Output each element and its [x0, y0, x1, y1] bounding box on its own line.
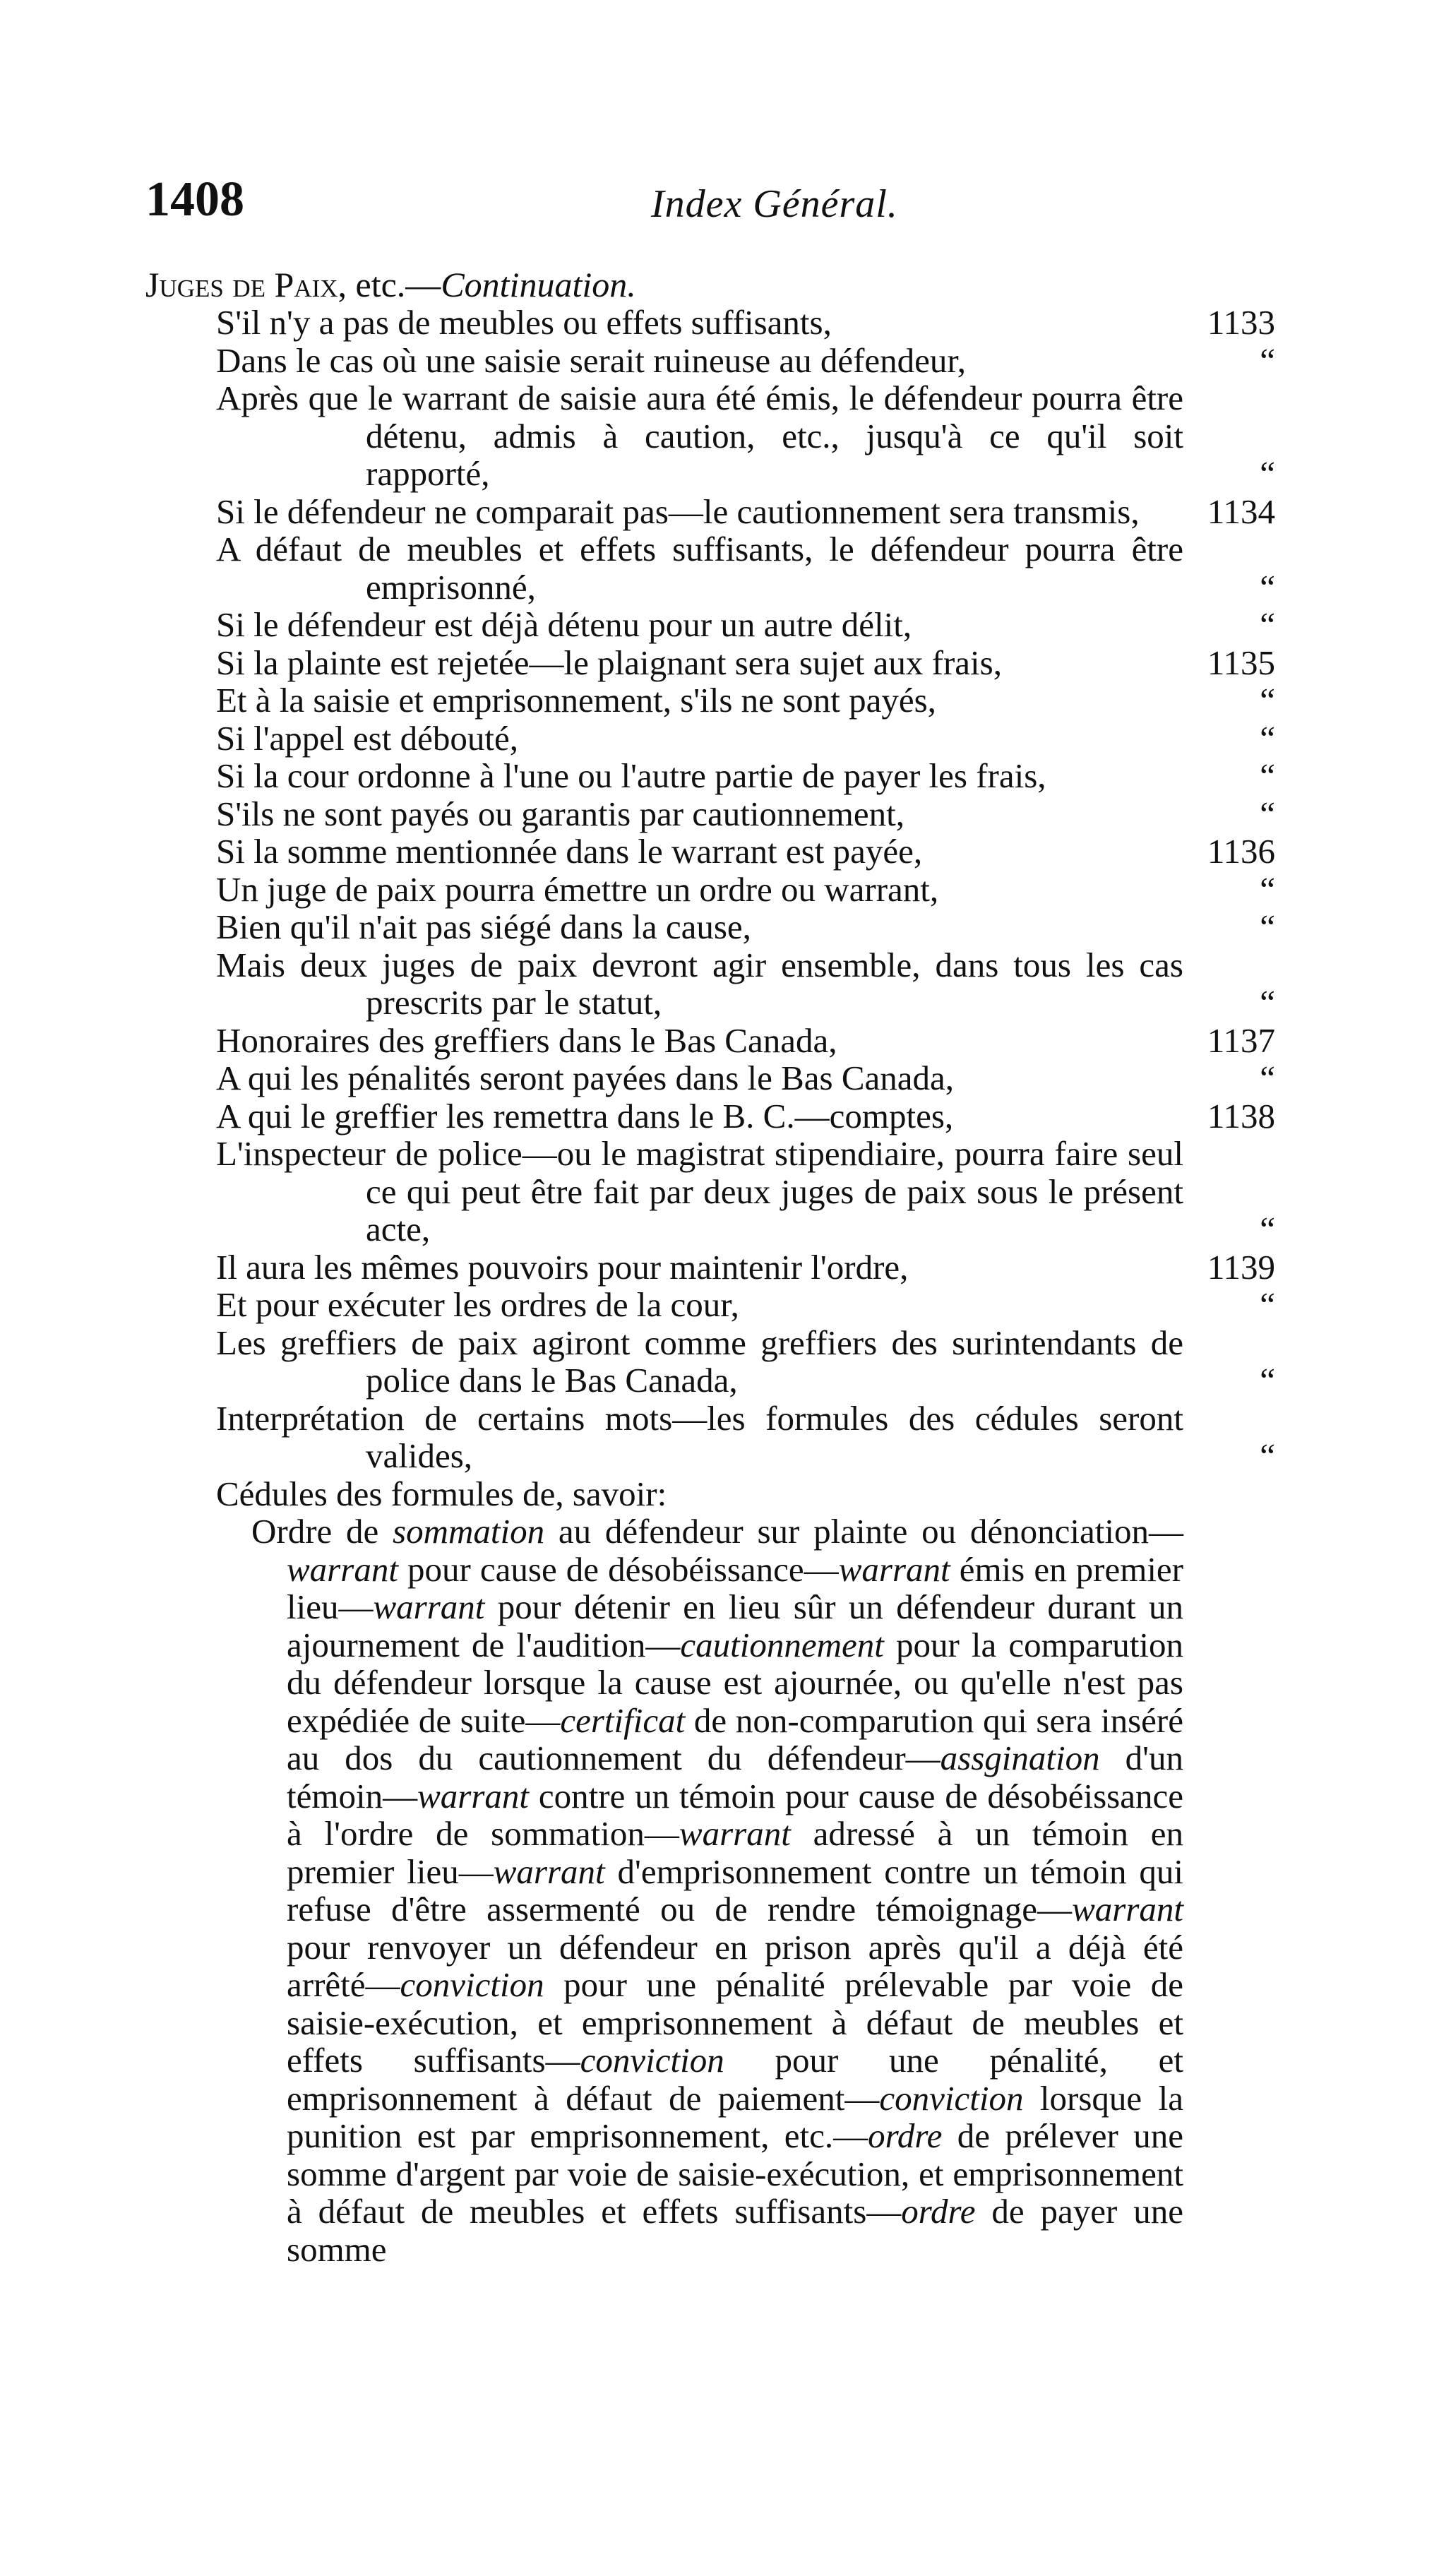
index-entry-page-ref: 1135: [1207, 643, 1275, 682]
index-entry: [145, 379, 1275, 493]
index-entry-page-ref: “: [1260, 567, 1275, 607]
cedule-text-segment: contre un témoin pour cause de désobéissance à l'ordre de sommation—: [287, 1776, 1183, 1853]
index-entry-text: Dans le cas où une saisie serait ruineuse au défendeur,: [216, 340, 967, 380]
index-entry: [145, 1286, 1275, 1324]
index-entry-text: Si la somme mentionnée dans le warrant est payée,: [216, 832, 923, 871]
index-entry-text: Et pour exécuter les ordres de la cour,: [216, 1285, 739, 1324]
cedule-text-segment: au défendeur sur plainte ou dénonciation—: [544, 1512, 1183, 1551]
section-heading-continuation: Continuation.: [441, 265, 636, 304]
cedule-form-name: cautionnement: [680, 1625, 884, 1664]
index-entry-text: S'ils ne sont payés ou garantis par cautionnement,: [216, 794, 904, 833]
index-entry-text: Si l'appel est débouté,: [216, 718, 518, 758]
cedule-form-name: warrant: [373, 1587, 485, 1626]
index-entry-text: Il aura les mêmes pouvoirs pour maintenir l'ordre,: [216, 1247, 909, 1287]
cedules-paragraph: [145, 1513, 1275, 2268]
cedule-form-name: warrant: [287, 1549, 398, 1589]
index-entry-page-ref: “: [1260, 756, 1275, 795]
index-entry: [145, 644, 1275, 682]
page-number: 1408: [145, 172, 244, 227]
index-entry-text: A qui le greffier les remettra dans le B. C.—comptes,: [216, 1096, 954, 1135]
cedule-form-name: assgination: [940, 1739, 1100, 1777]
cedule-form-name: ordre: [901, 2192, 976, 2231]
index-entry-text: Les greffiers de paix agiront comme greffiers des surintendants de police dans le Bas Canada,: [216, 1323, 1183, 1400]
index-entry: [145, 757, 1275, 795]
index-entry: [145, 946, 1275, 1022]
index-entry-page-ref: 1138: [1207, 1096, 1275, 1135]
index-entry: [145, 342, 1275, 380]
index-entry-page-ref: 1133: [1207, 303, 1275, 342]
section-heading-rest: , etc.—: [338, 265, 441, 304]
index-entry-page-ref: “: [1260, 869, 1275, 909]
cedule-form-name: ordre: [868, 2116, 943, 2155]
cedules-paragraph-text: [251, 1513, 1183, 2268]
index-entry-page-ref: “: [1260, 340, 1275, 380]
cedule-text-segment: de prélever une somme d'argent par voie de saisie-exécution, et emprisonnement à défaut de meubles et effets suffisants—: [287, 2116, 1183, 2231]
index-entry-page-ref: “: [1260, 454, 1275, 493]
index-entry-page-ref: “: [1260, 1361, 1275, 1400]
index-entry-text: Mais deux juges de paix devront agir ensemble, dans tous les cas prescrits par le statut,: [216, 945, 1183, 1022]
index-entry: [145, 1324, 1275, 1400]
cedule-form-name: warrant: [679, 1814, 791, 1853]
cedule-text-segment: Ordre de: [251, 1512, 393, 1551]
cedule-text-segment: lorsque la punition est par emprisonnement, etc.—: [287, 2078, 1183, 2155]
index-entry-page-ref: “: [1260, 983, 1275, 1022]
cedule-form-name: warrant: [417, 1776, 530, 1815]
cedule-text-segment: pour une pénalité, et emprisonnement à défaut de paiement—: [287, 2041, 1183, 2118]
index-entry-text: A défaut de meubles et effets suffisants, le défendeur pourra être emprisonné,: [216, 530, 1183, 607]
cedule-text-segment: pour la comparution du défendeur lorsque la cause est ajournée, ou qu'elle n'est pas expédiée de suite—: [287, 1625, 1184, 1740]
cedule-form-name: conviction: [879, 2078, 1024, 2118]
index-entry-text: Si le défendeur ne comparait pas—le cautionnement sera transmis,: [216, 491, 1140, 531]
index-entry-text: S'il n'y a pas de meubles ou effets suffisants,: [216, 303, 832, 342]
index-entry-list: [145, 304, 1275, 1475]
index-content: [145, 266, 1275, 2268]
index-entry-page-ref: 1134: [1207, 491, 1275, 531]
cedule-form-name: warrant: [493, 1852, 605, 1891]
index-entry-page-ref: 1139: [1207, 1247, 1275, 1287]
index-entry-page-ref: “: [1260, 794, 1275, 833]
index-entry-page-ref: 1137: [1207, 1020, 1275, 1060]
running-title: Index Général.: [651, 182, 898, 226]
index-entry-text: Si la cour ordonne à l'une ou l'autre partie de payer les frais,: [216, 756, 1046, 795]
index-entry: [145, 530, 1275, 606]
index-entry: [145, 493, 1275, 531]
index-entry-text: Et à la saisie et emprisonnement, s'ils ne sont payés,: [216, 681, 936, 720]
cedule-form-name: warrant: [838, 1549, 950, 1589]
cedule-text-segment: pour détenir en lieu sûr un défendeur durant un ajournement de l'audition—: [287, 1587, 1183, 1664]
cedule-form-name: warrant: [1072, 1890, 1183, 1928]
index-entry: [145, 1135, 1275, 1248]
index-entry-page-ref: “: [1260, 1436, 1275, 1475]
cedule-form-name: certificat: [560, 1700, 686, 1740]
section-heading-name: Juges de Paix: [145, 265, 338, 304]
index-entry: [145, 1022, 1275, 1060]
cedule-text-segment: pour cause de désobéissance—: [398, 1549, 839, 1589]
index-entry: [145, 1059, 1275, 1097]
index-entry-text: Un juge de paix pourra émettre un ordre ou warrant,: [216, 869, 939, 909]
index-entry-page-ref: “: [1260, 1285, 1275, 1324]
index-entry: [145, 606, 1275, 644]
index-entry: [145, 681, 1275, 720]
cedule-text-segment: pour renvoyer un défendeur en prison après qu'il a déjà été arrêté—: [287, 1927, 1183, 2004]
cedule-text-segment: adressé à un témoin en premier lieu—: [287, 1814, 1183, 1891]
index-entry: [145, 720, 1275, 758]
index-entry: [145, 304, 1275, 342]
index-entry-page-ref: “: [1260, 907, 1275, 946]
index-entry-page-ref: “: [1260, 1210, 1275, 1248]
index-entry-text: Si la plainte est rejetée—le plaignant sera sujet aux frais,: [216, 643, 1002, 682]
cedule-text-segment: émis en premier lieu—: [287, 1549, 1183, 1626]
index-entry-text: L'inspecteur de police—ou le magistrat stipendiaire, pourra faire seul ce qui peut être fait par deux juges de paix sous le présent acte,: [216, 1134, 1183, 1248]
index-entry-text: Si le défendeur est déjà détenu pour un autre délit,: [216, 605, 912, 644]
section-heading: [145, 266, 1275, 304]
index-entry-text: Interprétation de certains mots—les formules des cédules seront valides,: [216, 1398, 1183, 1475]
index-entry: [145, 1097, 1275, 1135]
index-entry-text: A qui les pénalités seront payées dans le Bas Canada,: [216, 1059, 955, 1097]
index-entry-page-ref: “: [1260, 681, 1275, 720]
cedule-text-segment: de payer une somme: [287, 2192, 1183, 2269]
cedules-heading: Cédules des formules de, savoir:: [216, 1474, 667, 1513]
cedule-text-segment: pour une pénalité prélevable par voie de saisie-exécution, et emprisonnement à défaut de meubles et effets suffisants—: [287, 1965, 1183, 2080]
index-entry: [145, 1400, 1275, 1475]
index-entry: [145, 833, 1275, 871]
cedule-form-name: sommation: [393, 1512, 545, 1551]
index-entry: [145, 908, 1275, 946]
index-entry-text: Honoraires des greffiers dans le Bas Canada,: [216, 1020, 837, 1060]
cedule-text-segment: de non-comparution qui sera inséré au dos du cautionnement du défendeur—: [287, 1700, 1183, 1777]
cedule-text-segment: d'un témoin—: [287, 1739, 1183, 1815]
index-entry-page-ref: “: [1260, 718, 1275, 758]
index-entry-text: Après que le warrant de saisie aura été émis, le défendeur pourra être détenu, admis à caution, etc., jusqu'à ce qu'il soit rapporté,: [216, 378, 1183, 493]
page-header: [145, 168, 1247, 232]
index-entry-page-ref: 1136: [1207, 832, 1275, 871]
index-entry: [145, 1248, 1275, 1287]
index-entry-text: Bien qu'il n'ait pas siégé dans la cause,: [216, 907, 751, 946]
index-entry-page-ref: “: [1260, 605, 1275, 644]
cedule-text-segment: d'emprisonnement contre un témoin qui refuse d'être assermenté ou de rendre témoignage—: [287, 1852, 1183, 1928]
index-entry: [145, 795, 1275, 833]
index-entry-page-ref: “: [1260, 1059, 1275, 1097]
cedule-form-name: conviction: [400, 1965, 544, 2004]
index-entry: [145, 871, 1275, 909]
cedule-form-name: conviction: [580, 2041, 724, 2080]
